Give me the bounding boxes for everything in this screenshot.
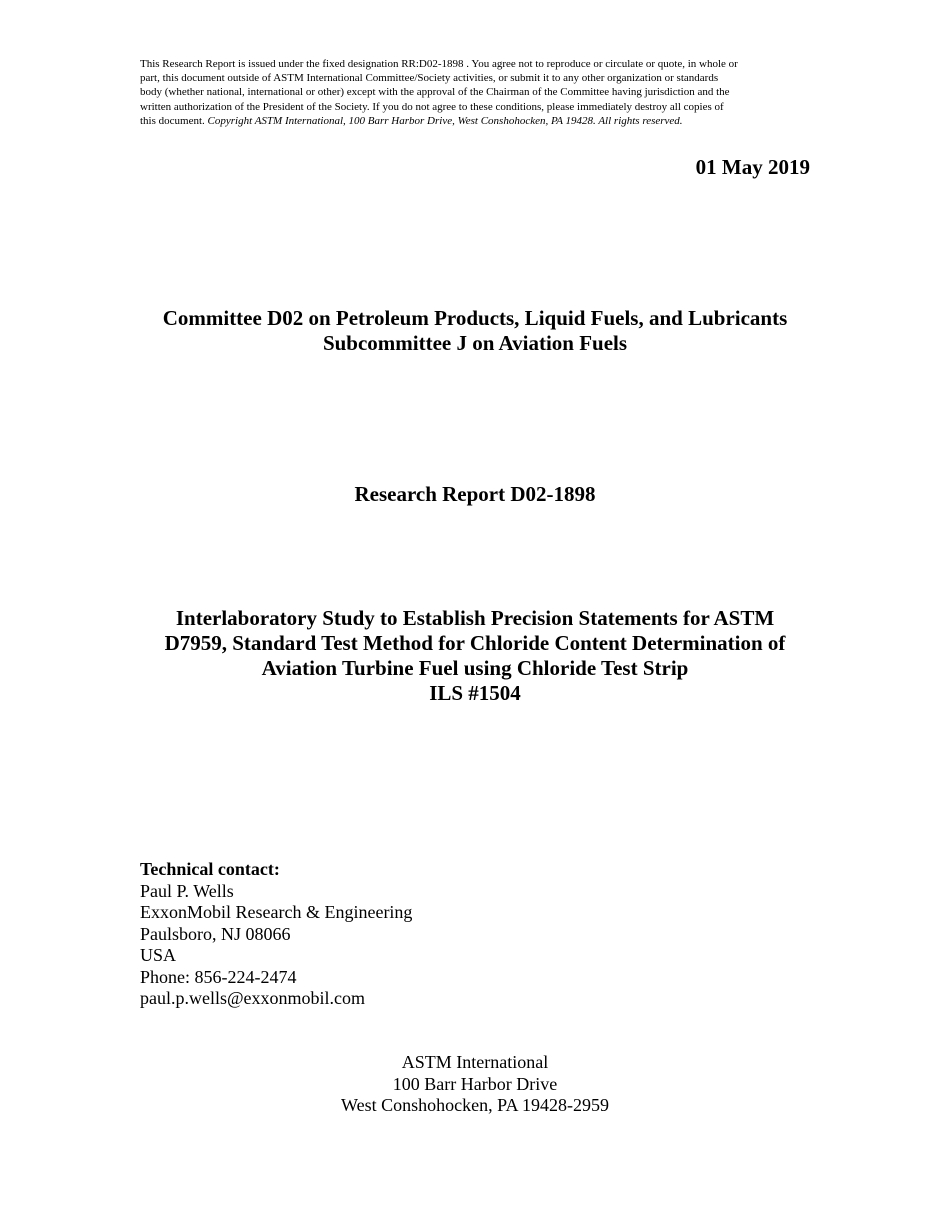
contact-name: Paul P. Wells bbox=[140, 880, 234, 901]
address-city: West Conshohocken, PA 19428-2959 bbox=[341, 1095, 609, 1115]
report-title: Research Report D02-1898 bbox=[354, 482, 596, 506]
astm-address bbox=[0, 1052, 950, 1117]
study-title-line: Interlaboratory Study to Establish Precision Statements for ASTM bbox=[175, 606, 775, 630]
notice-line: part, this document outside of ASTM International Committee/Society activities, or submit it to any other organization or standards bbox=[140, 72, 719, 85]
committee-name: Committee D02 on Petroleum Products, Liquid Fuels, and Lubricants bbox=[162, 306, 788, 330]
study-title-line: D7959, Standard Test Method for Chloride Content Determination of bbox=[164, 631, 786, 655]
address-org: ASTM International bbox=[401, 1052, 549, 1072]
contact-label: Technical contact: bbox=[140, 859, 280, 879]
notice-last-line-prefix: this document. bbox=[140, 114, 208, 127]
contact-email: paul.p.wells@exxonmobil.com bbox=[140, 988, 366, 1008]
contact-city: Paulsboro, NJ 08066 bbox=[140, 923, 291, 944]
study-title-line: Aviation Turbine Fuel using Chloride Test Strip bbox=[261, 656, 689, 680]
technical-contact bbox=[140, 859, 412, 1010]
address-street: 100 Barr Harbor Drive bbox=[392, 1073, 558, 1094]
copyright-statement: Copyright ASTM International, 100 Barr Harbor Drive, West Conshohocken, PA 19428. All rights reserved. bbox=[207, 114, 683, 127]
notice-line: body (whether national, international or other) except with the approval of the Chairman of the Committee having jurisdiction and the bbox=[140, 86, 730, 99]
ils-number: ILS #1504 bbox=[429, 681, 521, 705]
subcommittee-name: Subcommittee J on Aviation Fuels bbox=[322, 331, 628, 355]
contact-organization: ExxonMobil Research & Engineering bbox=[140, 902, 413, 922]
notice-line: This Research Report is issued under the fixed designation RR:D02-1898 . You agree not to reproduce or circulate or quote, in whole or bbox=[140, 58, 738, 70]
study-title bbox=[0, 606, 950, 706]
committee-heading bbox=[0, 306, 950, 356]
copyright-notice bbox=[140, 57, 810, 128]
report-date: 01 May 2019 bbox=[695, 155, 810, 179]
notice-line: written authorization of the President of the Society. If you do not agree to these conditions, please immediately destroy all copies of bbox=[140, 100, 724, 113]
contact-country: USA bbox=[140, 945, 177, 965]
contact-phone: Phone: 856-224-2474 bbox=[140, 966, 297, 987]
notice-line bbox=[140, 114, 810, 128]
